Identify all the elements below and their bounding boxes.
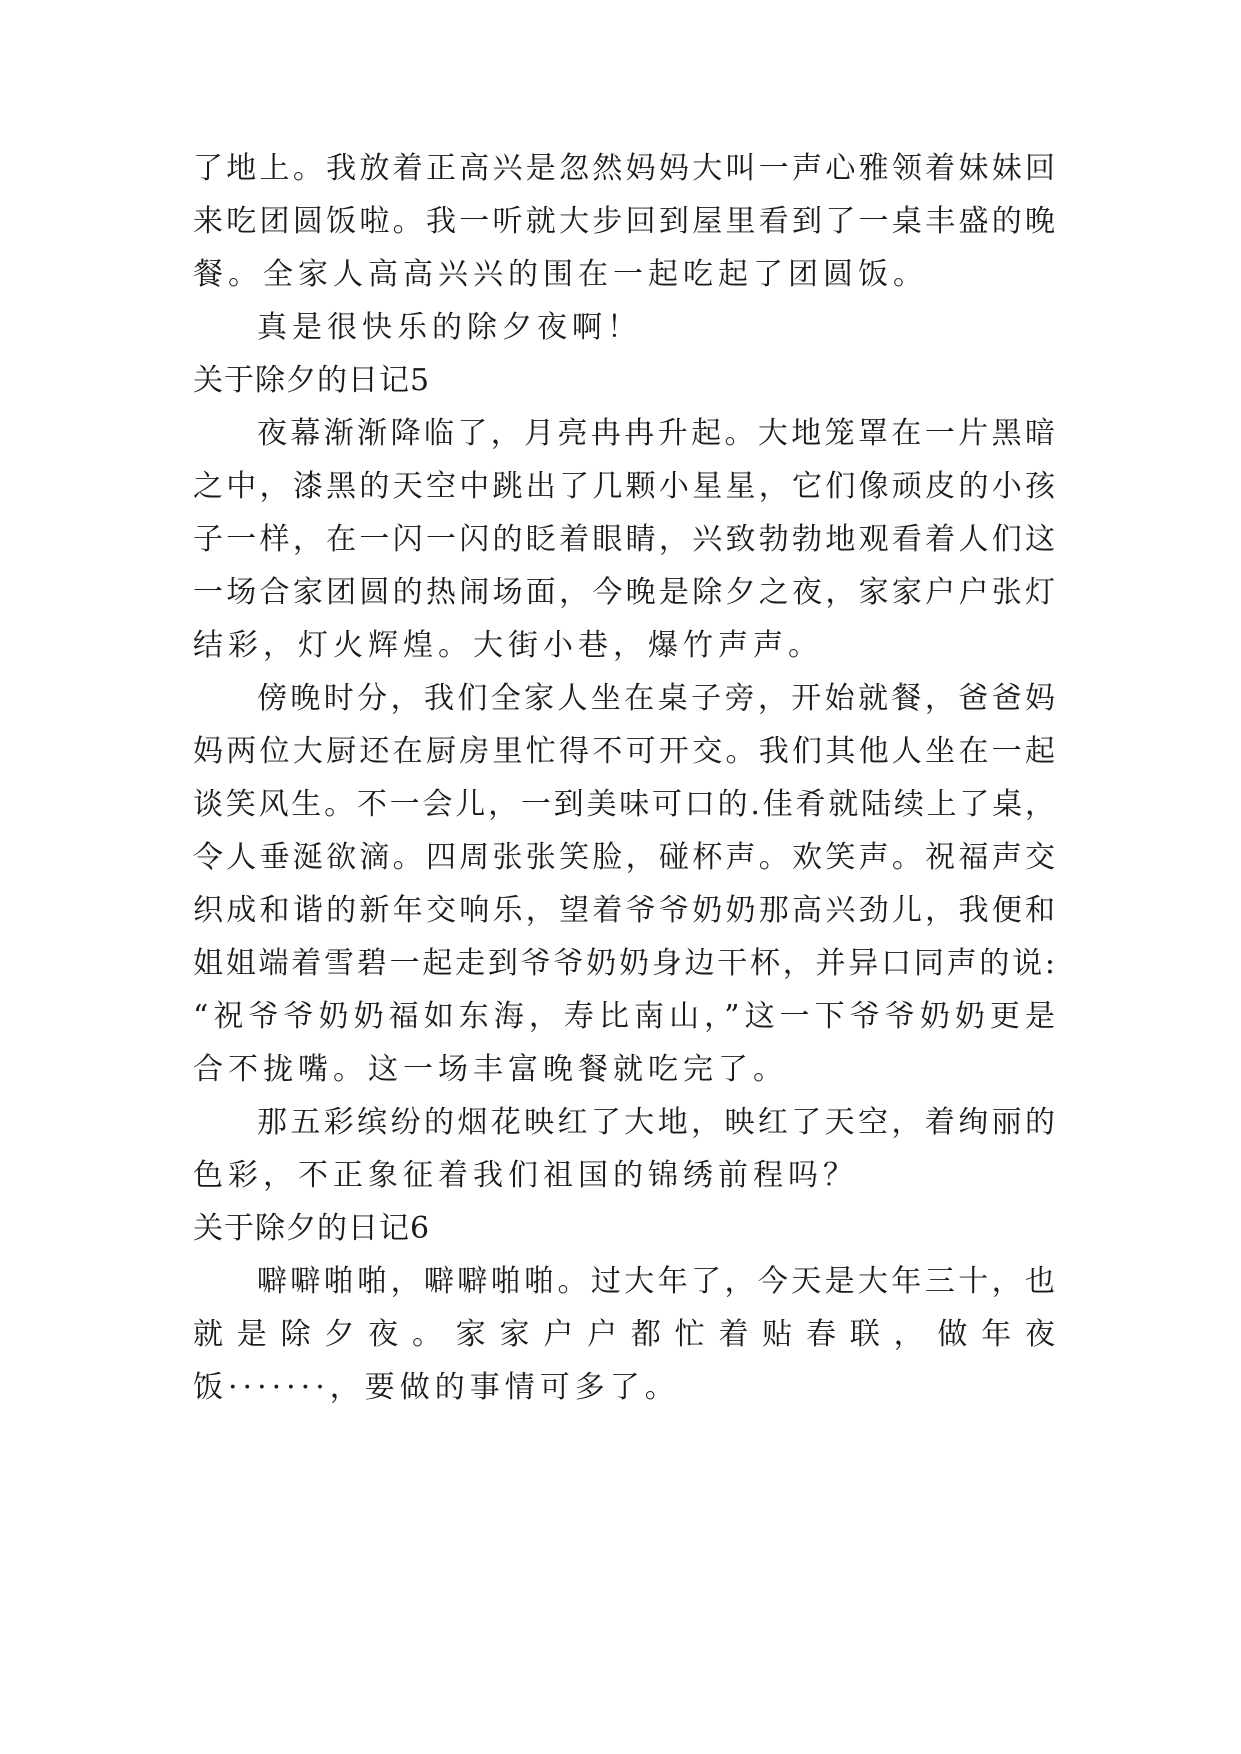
text-line: 妈两位大厨还在厨房里忙得不可开交。我们其他人坐在一起: [193, 734, 1055, 769]
section-heading: 关于除夕的日记6: [193, 1211, 431, 1246]
text-line: 餐。全家人高高兴兴的围在一起吃起了团圆饭。: [193, 257, 928, 292]
text-line: 一场合家团圆的热闹场面，今晚是除夕之夜，家家户户张灯: [193, 575, 1055, 610]
text-line: 织成和谐的新年交响乐，望着爷爷奶奶那高兴劲儿，我便和: [193, 893, 1055, 928]
text-line: 合不拢嘴。这一场丰富晚餐就吃完了。: [193, 1052, 788, 1087]
text-line: 谈笑风生。不一会儿，一到美味可口的.佳肴就陆续上了桌，: [193, 787, 1055, 822]
section-heading: 关于除夕的日记5: [193, 363, 431, 398]
text-line: 真是很快乐的除夕夜啊！: [257, 310, 642, 345]
text-line: 夜幕渐渐降临了，月亮冉冉升起。大地笼罩在一片黑暗: [257, 416, 1055, 451]
text-line: “祝爷爷奶奶福如东海，寿比南山，”这一下爷爷奶奶更是: [193, 999, 1055, 1034]
text-line: 了地上。我放着正高兴是忽然妈妈大叫一声心雅领着妹妹回: [193, 151, 1055, 186]
text-line: 子一样，在一闪一闪的眨着眼睛，兴致勃勃地观看着人们这: [193, 522, 1055, 557]
text-line: 色彩，不正象征着我们祖国的锦绣前程吗？: [193, 1158, 858, 1193]
text-line: 姐姐端着雪碧一起走到爷爷奶奶身边干杯，并异口同声的说:: [193, 946, 1055, 981]
text-line: 饭·······，要做的事情可多了。: [193, 1370, 680, 1405]
text-line: 那五彩缤纷的烟花映红了大地，映红了天空，着绚丽的: [257, 1105, 1055, 1140]
text-line: 就是除夕夜。家家户户都忙着贴春联，做年夜: [193, 1317, 1055, 1352]
text-line: 之中，漆黑的天空中跳出了几颗小星星，它们像顽皮的小孩: [193, 469, 1055, 504]
text-line: 傍晚时分，我们全家人坐在桌子旁，开始就餐，爸爸妈: [257, 681, 1055, 716]
text-line: 结彩，灯火辉煌。大街小巷，爆竹声声。: [193, 628, 823, 663]
text-line: 噼噼啪啪，噼噼啪啪。过大年了，今天是大年三十，也: [257, 1264, 1055, 1299]
text-line: 来吃团圆饭啦。我一听就大步回到屋里看到了一桌丰盛的晚: [193, 204, 1055, 239]
text-line: 令人垂涎欲滴。四周张张笑脸，碰杯声。欢笑声。祝福声交: [193, 840, 1055, 875]
